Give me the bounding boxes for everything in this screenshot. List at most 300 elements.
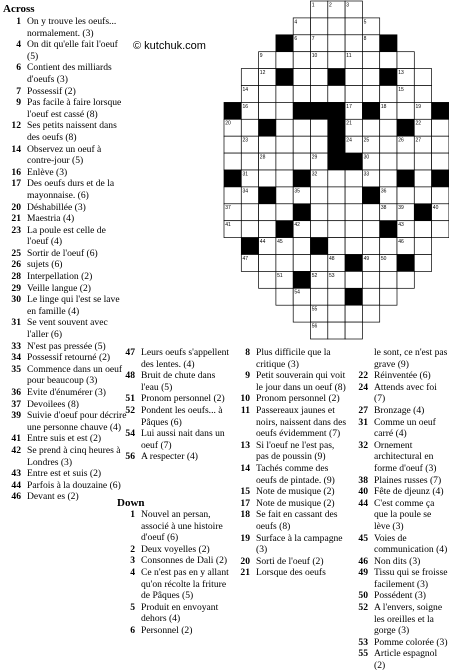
grid-cell[interactable] [259,136,276,153]
grid-cell[interactable] [345,322,362,339]
clue-number: 13 [240,439,250,451]
clue-item [350,347,448,370]
grid-cell[interactable] [276,86,293,103]
grid-number: 52 [311,272,318,279]
clue-text: Réinventée (6) [374,370,431,382]
grid-number: 25 [363,137,370,144]
grid-block [328,69,345,86]
grid-cell[interactable] [311,288,328,305]
clue-number: 52 [358,602,368,614]
grid-cell[interactable] [432,187,449,204]
clue-item [350,498,448,533]
clue-item [232,486,349,498]
clue-item [3,86,127,98]
grid-block [224,102,241,119]
grid-block [259,187,276,204]
grid-number: 16 [242,103,249,110]
grid-cell[interactable] [345,204,362,221]
grid-number: 31 [242,171,249,178]
clue-text: Devant es (2) [27,491,79,503]
clue-number: 50 [358,590,368,602]
clue-item [3,283,127,295]
grid-cell[interactable] [432,153,449,170]
clue-number: 17 [240,497,250,509]
clue-number: 56 [125,451,135,463]
grid-cell[interactable] [328,238,345,255]
clue-text: N'est pas pressée (5) [27,340,106,352]
clue-text: Passereaux jaunes et noirs, naissent dans des oeufs évidemment (7) [256,404,347,440]
clue-text: Consonnes de Dali (2) [141,555,228,567]
grid-block [311,102,328,119]
grid-cell[interactable] [345,18,362,35]
clue-item [350,533,448,556]
grid-cell[interactable] [328,305,345,322]
grid-number: 48 [329,255,335,262]
clue-number: 2 [130,543,135,555]
clue-number: 6 [16,62,21,74]
grid-cell[interactable] [380,153,397,170]
clue-number: 33 [11,340,21,352]
grid-cell[interactable] [380,52,397,69]
clue-item [232,498,349,510]
grid-number: 47 [242,255,249,262]
clue-text: Possessif (2) [27,85,76,97]
grid-cell[interactable] [380,288,397,305]
grid-cell[interactable] [345,305,362,322]
clue-number: 35 [11,363,21,375]
clue-number: 32 [358,439,368,451]
clue-item [3,259,127,271]
grid-cell[interactable] [362,69,379,86]
clue-text: A respecter (4) [141,451,199,463]
clue-item [3,39,127,62]
clue-text: Contient des milliards d'oeufs (3) [27,62,112,85]
grid-cell[interactable] [328,204,345,221]
clue-number: 15 [240,486,250,498]
across-clues-column-1 [3,16,127,503]
clue-item [350,590,448,602]
clue-item [3,120,127,143]
clue-item [3,167,127,179]
grid-number: 49 [363,255,370,262]
clue-item [232,393,349,405]
clue-item [3,410,127,433]
grid-block [276,69,293,86]
clue-text: Veille langue (2) [27,282,91,294]
grid-cell[interactable] [328,86,345,103]
grid-cell[interactable] [414,170,431,187]
clue-text: Pondent les oeufs... à Pâques (6) [141,404,223,428]
grid-cell[interactable] [414,69,431,86]
grid-block [345,153,362,170]
clue-number: 1 [130,509,135,520]
clue-text: Déshabillée (3) [27,201,86,213]
clue-number: 40 [358,486,368,498]
grid-cell[interactable] [293,52,310,69]
clue-item [3,202,127,214]
grid-cell[interactable] [380,119,397,136]
clue-text: Devoilees (8) [27,398,79,410]
grid-cell[interactable] [241,119,258,136]
grid-cell[interactable] [414,255,431,272]
grid-cell[interactable] [328,18,345,35]
grid-number: 18 [380,103,387,110]
clue-number: 53 [358,636,368,648]
grid-cell[interactable] [224,187,241,204]
grid-number: 53 [329,272,335,279]
grid-cell[interactable] [241,153,258,170]
down-clues-column-3 [350,347,448,672]
grid-block [380,221,397,238]
grid-block [276,35,293,52]
clue-number: 47 [125,347,135,358]
clue-item [3,317,127,340]
clue-text: Enlève (3) [27,166,68,178]
grid-cell[interactable] [380,170,397,187]
clue-item [3,225,127,248]
clue-number: 20 [240,555,250,567]
clue-text: Pronom personnel (2) [256,393,340,405]
grid-cell[interactable] [397,52,414,69]
grid-number: 27 [415,137,422,144]
clue-text: On dit qu'elle fait l'oeuf (5) [27,39,118,62]
grid-cell[interactable] [414,187,431,204]
clue-item [350,567,448,590]
grid-number: 29 [311,154,318,161]
grid-cell[interactable] [241,221,258,238]
grid-number: 14 [242,86,249,93]
grid-number: 21 [346,120,352,127]
clue-number: 4 [16,39,21,51]
clue-number: 20 [11,201,21,213]
clue-item [232,347,349,370]
watermark: © kutchuk.com [133,40,206,52]
grid-cell[interactable] [380,271,397,288]
grid-number: 20 [225,120,231,127]
grid-number: 22 [415,120,422,127]
grid-cell[interactable] [311,221,328,238]
clue-item [117,602,232,625]
clue-text: Petit souverain qui voit le jour dans un oeuf (8) [256,370,346,393]
grid-cell[interactable] [293,136,310,153]
grid-cell[interactable] [259,204,276,221]
grid-cell[interactable] [259,255,276,272]
grid-cell[interactable] [362,86,379,103]
grid-cell[interactable] [328,221,345,238]
grid-cell[interactable] [345,69,362,86]
clue-number: 3 [130,555,135,567]
grid-cell[interactable] [380,238,397,255]
grid-cell[interactable] [345,187,362,204]
grid-block [311,238,328,255]
grid-block [432,102,449,119]
grid-cell[interactable] [380,136,397,153]
grid-cell[interactable] [328,52,345,69]
grid-cell[interactable] [362,52,379,69]
grid-number: 41 [225,222,231,229]
clue-text: Des oeufs durs et de la mayonnaise. (6) [27,178,115,201]
clue-number: 49 [358,567,368,579]
clue-text: Pronom personnel (2) [141,393,225,405]
grid-cell[interactable] [293,238,310,255]
clue-text: Nouvel an persan, associé à une histoire d'oeuf (6) [141,509,223,544]
grid-cell[interactable] [311,18,328,35]
grid-cell[interactable] [276,136,293,153]
grid-cell[interactable] [311,86,328,103]
grid-cell[interactable] [311,204,328,221]
grid-cell[interactable] [397,271,414,288]
clue-item [3,248,127,260]
grid-cell[interactable] [362,288,379,305]
grid-cell[interactable] [380,86,397,103]
clue-text: Parfois à la douzaine (6) [27,479,121,491]
clue-text: Non dits (3) [374,555,421,567]
clue-item [3,97,127,120]
grid-cell[interactable] [362,221,379,238]
grid-block [397,255,414,272]
clue-number: 34 [11,352,21,364]
grid-block [362,102,379,119]
clue-number: 55 [358,648,368,660]
clue-text: Note de musique (2) [256,497,335,509]
grid-cell[interactable] [397,153,414,170]
grid-cell[interactable] [362,305,379,322]
grid-cell[interactable] [293,119,310,136]
grid-cell[interactable] [432,221,449,238]
clue-number: 46 [358,555,368,567]
grid-cell[interactable] [414,221,431,238]
clue-item [350,637,448,649]
clue-number: 30 [11,294,21,306]
grid-cell[interactable] [345,86,362,103]
grid-block [397,170,414,187]
grid-cell[interactable] [259,170,276,187]
grid-number: 36 [380,188,387,195]
clue-item [350,648,448,671]
clue-item [117,405,232,428]
grid-block [328,102,345,119]
clue-number: 25 [11,247,21,259]
grid-block [241,238,258,255]
down-clues-column-2 [232,347,349,579]
clue-text: Possédent (3) [374,590,426,602]
grid-number: 5 [363,19,367,26]
clue-number: 8 [245,347,250,358]
grid-cell[interactable] [414,86,431,103]
grid-cell[interactable] [311,255,328,272]
clue-text: sujets (6) [27,259,63,271]
grid-block [224,170,241,187]
clue-item [117,393,232,405]
grid-block [397,119,414,136]
grid-block [362,187,379,204]
clue-number: 52 [125,404,135,416]
clue-text: Surface à la campagne (3) [256,532,343,556]
clue-item [350,405,448,417]
grid-cell[interactable] [397,102,414,119]
grid-cell[interactable] [276,288,293,305]
clue-item [350,602,448,637]
clue-number: 29 [11,282,21,294]
clue-number: 46 [11,491,21,503]
grid-cell[interactable] [311,187,328,204]
grid-cell[interactable] [432,119,449,136]
grid-cell[interactable] [311,119,328,136]
clue-number: 4 [130,566,135,578]
grid-cell[interactable] [259,102,276,119]
clue-item [350,370,448,382]
grid-cell[interactable] [328,322,345,339]
clue-text: Entre est et suis (2) [27,468,102,480]
grid-cell[interactable] [345,221,362,238]
clue-item [232,556,349,568]
clue-text: Se prend à cinq heures à Londres (3) [27,444,121,468]
grid-cell[interactable] [241,69,258,86]
grid-cell[interactable] [276,119,293,136]
grid-cell[interactable] [259,221,276,238]
grid-cell[interactable] [293,255,310,272]
clue-item [3,433,127,445]
grid-cell[interactable] [293,69,310,86]
clue-text: Sortir de l'oeuf (6) [27,247,98,259]
clue-item [117,428,232,451]
grid-cell[interactable] [276,170,293,187]
grid-number: 50 [380,255,387,262]
clue-number: 22 [358,370,368,382]
clue-number: 36 [11,387,21,398]
clue-number: 5 [130,601,135,613]
clue-text: Si l'oeuf ne l'est pas, pas de poussin (9) [256,439,335,463]
clue-text: Bruit de chute dans l'eau (5) [141,370,216,393]
clue-item [3,364,127,387]
grid-cell[interactable] [276,187,293,204]
clue-item [3,468,127,480]
clue-text: Ornement architectural en forme d'oeuf (3) [374,439,437,474]
clue-number: 44 [11,479,21,491]
clue-text: Plaines russes (7) [374,474,442,486]
grid-block [328,136,345,153]
grid-number: 35 [294,188,300,195]
clue-number: 31 [11,317,21,329]
clue-text: Observez un oeuf à contre-jour (5) [27,143,102,167]
grid-number: 30 [363,154,370,161]
clue-item [350,382,448,405]
clue-number: 7 [16,85,21,97]
grid-number: 34 [242,188,249,195]
clue-text: Fête de djeunz (4) [374,486,444,498]
grid-block [380,69,397,86]
grid-cell[interactable] [224,153,241,170]
clue-number: 12 [11,120,21,132]
grid-number: 7 [311,36,315,43]
grid-cell[interactable] [276,52,293,69]
grid-cell[interactable] [328,35,345,52]
grid-number: 12 [259,70,266,76]
grid-cell[interactable] [345,271,362,288]
grid-number: 6 [294,36,298,43]
grid-number: 26 [398,137,404,144]
clue-item [3,213,127,225]
grid-number: 11 [346,53,352,60]
grid-cell[interactable] [293,305,310,322]
clue-number: 43 [11,468,21,480]
grid-block [276,221,293,238]
clue-number: 26 [11,259,21,271]
grid-number: 44 [259,239,266,245]
clue-number: 31 [358,416,368,428]
grid-cell[interactable] [328,187,345,204]
clue-number: 1 [16,16,21,27]
grid-number: 51 [277,272,283,279]
grid-cell[interactable] [362,271,379,288]
clue-text: La poule est celle de l'oeuf (4) [27,224,106,248]
grid-number: 13 [398,70,404,76]
grid-cell[interactable] [293,86,310,103]
clue-text: Pomme colorée (3) [374,636,448,648]
grid-cell[interactable] [328,170,345,187]
grid-cell[interactable] [432,136,449,153]
grid-cell[interactable] [241,204,258,221]
grid-cell[interactable] [259,271,276,288]
grid-cell[interactable] [362,204,379,221]
grid-cell[interactable] [276,255,293,272]
clue-number: 42 [11,444,21,456]
clue-item [3,445,127,468]
clue-number: 11 [240,404,250,416]
grid-cell[interactable] [276,153,293,170]
grid-cell[interactable] [276,204,293,221]
grid-cell[interactable] [345,238,362,255]
clue-text: Bronzage (4) [374,404,425,416]
clue-number: 10 [240,393,250,405]
grid-cell[interactable] [311,136,328,153]
clue-number: 51 [125,393,135,405]
clue-text: Note de musique (2) [256,486,335,498]
grid-number: 19 [415,103,422,110]
grid-cell[interactable] [328,288,345,305]
grid-cell[interactable] [345,170,362,187]
grid-block [328,153,345,170]
grid-cell[interactable] [362,119,379,136]
grid-cell[interactable] [276,102,293,119]
clue-text: Maestria (4) [27,213,75,225]
clue-item [232,567,349,579]
grid-cell[interactable] [224,136,241,153]
clue-text: Lorsque des oeufs [256,567,326,579]
clue-text: Personnel (2) [141,624,193,636]
grid-cell[interactable] [345,35,362,52]
clue-item [232,509,349,532]
grid-cell[interactable] [293,153,310,170]
clue-item [232,533,349,556]
clue-item [117,370,232,393]
grid-cell[interactable] [259,86,276,103]
clue-item [232,463,349,486]
clue-number: 41 [11,433,21,445]
grid-cell[interactable] [362,238,379,255]
grid-cell[interactable] [311,69,328,86]
clue-number: 37 [11,398,21,410]
clue-number: 9 [16,97,21,109]
grid-number: 40 [432,205,439,212]
grid-number: 43 [398,222,404,229]
grid-cell[interactable] [397,187,414,204]
grid-cell[interactable] [414,238,431,255]
clue-number: 45 [358,532,368,544]
grid-cell[interactable] [414,153,431,170]
clue-text: Commence dans un oeuf pour beaucoup (3) [27,363,123,387]
clue-number: 44 [358,497,368,509]
